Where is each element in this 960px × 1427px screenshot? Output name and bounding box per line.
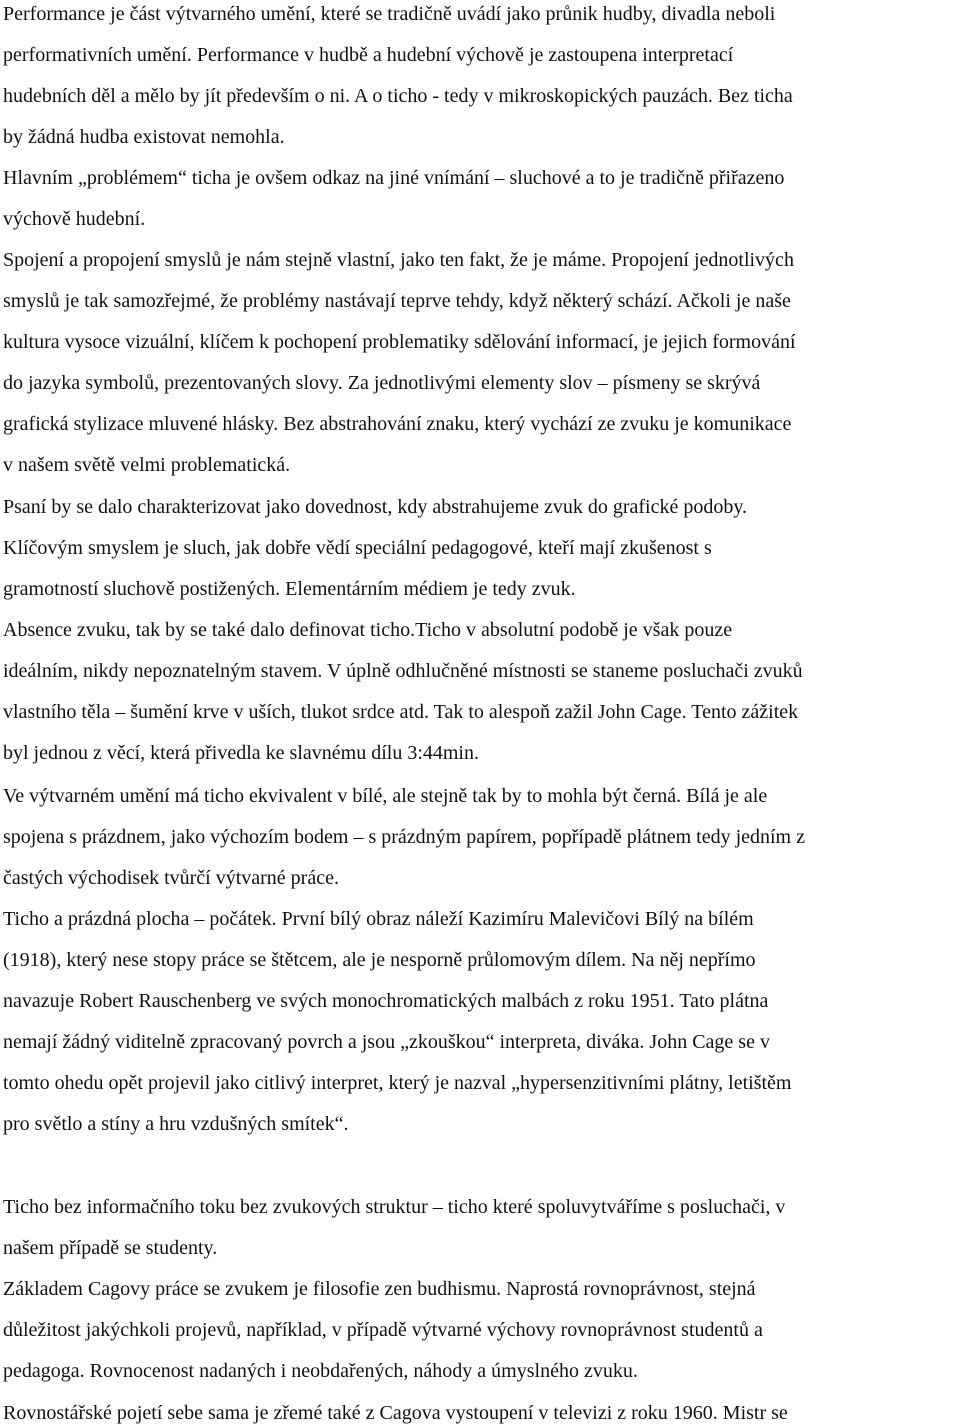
text-line: Performance je část výtvarného umění, které se tradičně uvádí jako průnik hudby, divadla neboli <box>3 3 776 25</box>
text-line: ideálním, nikdy nepoznatelným stavem. V úplně odhlučněné místnosti se staneme posluchači zvuků <box>3 660 803 682</box>
document-page <box>3 0 960 1427</box>
text-line: nemají žádný viditelně zpracovaný povrch a jsou „zkouškou“ interpreta, diváka. John Cage se v <box>3 1031 770 1053</box>
text-line: Absence zvuku, tak by se také dalo definovat ticho.Ticho v absolutní podobě je však pouze <box>3 619 733 641</box>
text-line: grafická stylizace mluvené hlásky. Bez abstrahování znaku, který vychází ze zvuku je komunikace <box>3 413 792 435</box>
text-line: gramotností sluchově postižených. Elementárním médiem je tedy zvuk. <box>3 578 576 600</box>
text-line: důležitost jakýchkoli projevů, například, v případě výtvarné výchovy rovnoprávnost studentů a <box>3 1319 763 1341</box>
text-line: smyslů je tak samozřejmé, že problémy nastávají teprve tehdy, když některý schází. Ačkoli je naše <box>3 290 791 312</box>
text-line: performativních umění. Performance v hudbě a hudební výchově je zastoupena interpretací <box>3 44 734 66</box>
text-line: našem případě se studenty. <box>3 1237 218 1259</box>
text-line: byl jednou z věcí, která přivedla ke slavnému dílu 3:44min. <box>3 742 479 764</box>
text-line: Klíčovým smyslem je sluch, jak dobře vědí speciální pedagogové, kteří mají zkušenost s <box>3 537 712 559</box>
text-line: hudebních děl a mělo by jít především o ni. A o ticho - tedy v mikroskopických pauzách. Bez ticha <box>3 85 793 107</box>
text-line: do jazyka symbolů, prezentovaných slovy. Za jednotlivými elementy slov – písmeny se skrývá <box>3 372 761 394</box>
text-line: častých východisek tvůrčí výtvarné práce. <box>3 867 339 889</box>
text-line: Rovnostářské pojetí sebe sama je zřemé také z Cagova vystoupení v televizi z roku 1960. Mistr se <box>3 1402 788 1424</box>
text-line: by žádná hudba existovat nemohla. <box>3 126 285 148</box>
text-line: Ve výtvarném umění má ticho ekvivalent v bílé, ale stejně tak by to mohla být černá. Bílá je ale <box>3 785 768 807</box>
text-line: tomto ohedu opět projevil jako citlivý interpret, který je nazval „hypersenzitivními plátny, letištěm <box>3 1072 792 1094</box>
text-line: v našem světě velmi problematická. <box>3 454 291 476</box>
text-line: Hlavním „problémem“ ticha je ovšem odkaz na jiné vnímání – sluchové a to je tradičně přiřazeno <box>3 167 785 189</box>
text-line: vlastního těla – šumění krve v uších, tlukot srdce atd. Tak to alespoň zažil John Cage. Tento zážitek <box>3 701 799 723</box>
text-line: Ticho a prázdná plocha – počátek. První bílý obraz náleží Kazimíru Malevičovi Bílý na bílém <box>3 908 754 930</box>
text-line: Spojení a propojení smyslů je nám stejně vlastní, jako ten fakt, že je máme. Propojení jednotlivých <box>3 249 794 271</box>
text-line: kultura vysoce vizuální, klíčem k pochopení problematiky sdělování informací, je jejich formování <box>3 331 796 353</box>
text-line: pro světlo a stíny a hru vzdušných smítek“. <box>3 1113 349 1135</box>
text-line: Základem Cagovy práce se zvukem je filosofie zen budhismu. Naprostá rovnoprávnost, stejná <box>3 1278 756 1300</box>
text-line: pedagoga. Rovnocenost nadaných i neobdařených, náhody a úmyslného zvuku. <box>3 1360 638 1382</box>
text-line: (1918), který nese stopy práce se štětcem, ale je nesporně průlomovým dílem. Na něj nepřímo <box>3 949 756 971</box>
text-line: spojena s prázdnem, jako výchozím bodem – s prázdným papírem, popřípadě plátnem tedy jedním z <box>3 826 805 848</box>
text-line: navazuje Robert Rauschenberg ve svých monochromatických malbách z roku 1951. Tato plátna <box>3 990 769 1012</box>
text-line: Ticho bez informačního toku bez zvukových struktur – ticho které spoluvytváříme s posluchači, v <box>3 1196 786 1218</box>
text-line: výchově hudební. <box>3 208 146 230</box>
text-line: Psaní by se dalo charakterizovat jako dovednost, kdy abstrahujeme zvuk do grafické podoby. <box>3 496 748 518</box>
